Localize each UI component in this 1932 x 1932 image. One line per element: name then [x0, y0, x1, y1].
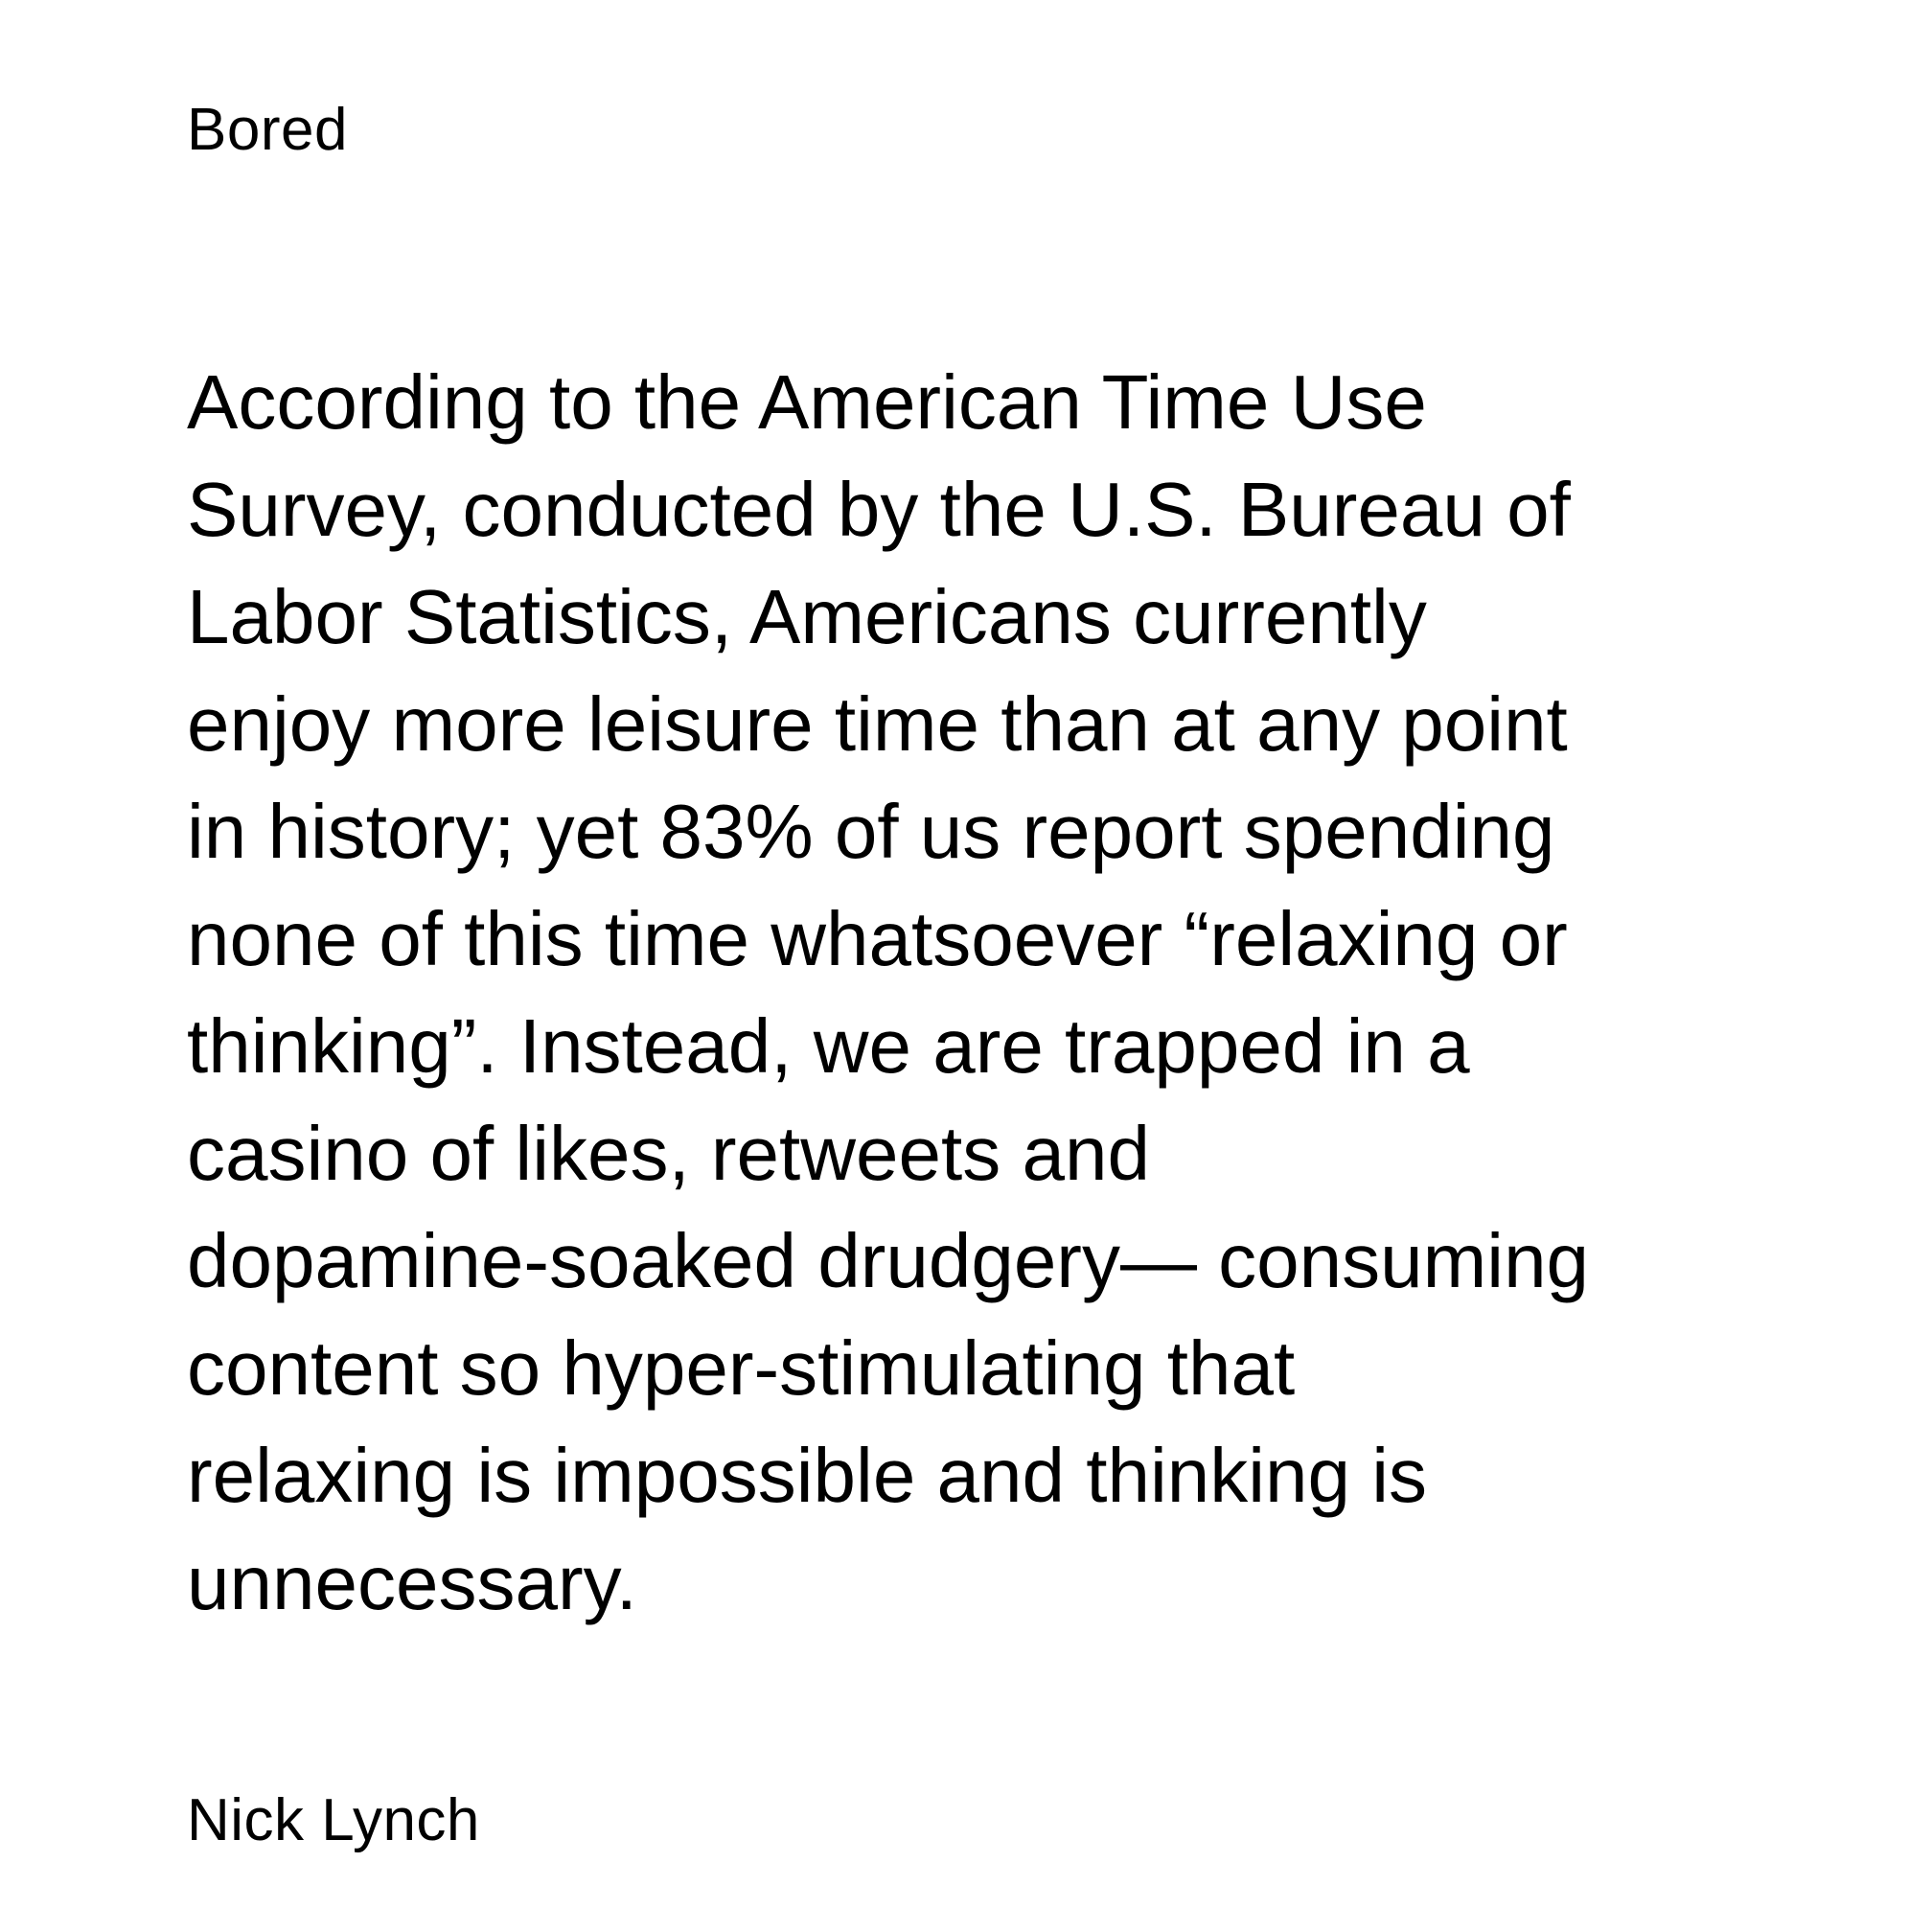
body-line: content so hyper-stimulating that	[187, 1325, 1296, 1411]
body-line: Labor Statistics, Americans currently	[187, 574, 1427, 659]
author-name: Nick Lynch	[187, 1787, 480, 1853]
body-line: unnecessary.	[187, 1540, 637, 1625]
body-line: Survey, conducted by the U.S. Bureau of	[187, 467, 1571, 552]
body-line: none of this time whatsoever “relaxing or	[187, 896, 1568, 981]
body-line: casino of likes, retweets and	[187, 1111, 1150, 1196]
body-line: relaxing is impossible and thinking is	[187, 1433, 1427, 1518]
body-paragraph	[187, 349, 1682, 1637]
body-line: in history; yet 83% of us report spending	[187, 789, 1555, 874]
body-line: According to the American Time Use	[187, 359, 1427, 445]
body-line: enjoy more leisure time than at any point	[187, 681, 1568, 767]
body-line: thinking”. Instead, we are trapped in a	[187, 1003, 1470, 1089]
page-title: Bored	[187, 97, 348, 163]
body-line: dopamine-soaked drudgery— consuming	[187, 1218, 1590, 1303]
